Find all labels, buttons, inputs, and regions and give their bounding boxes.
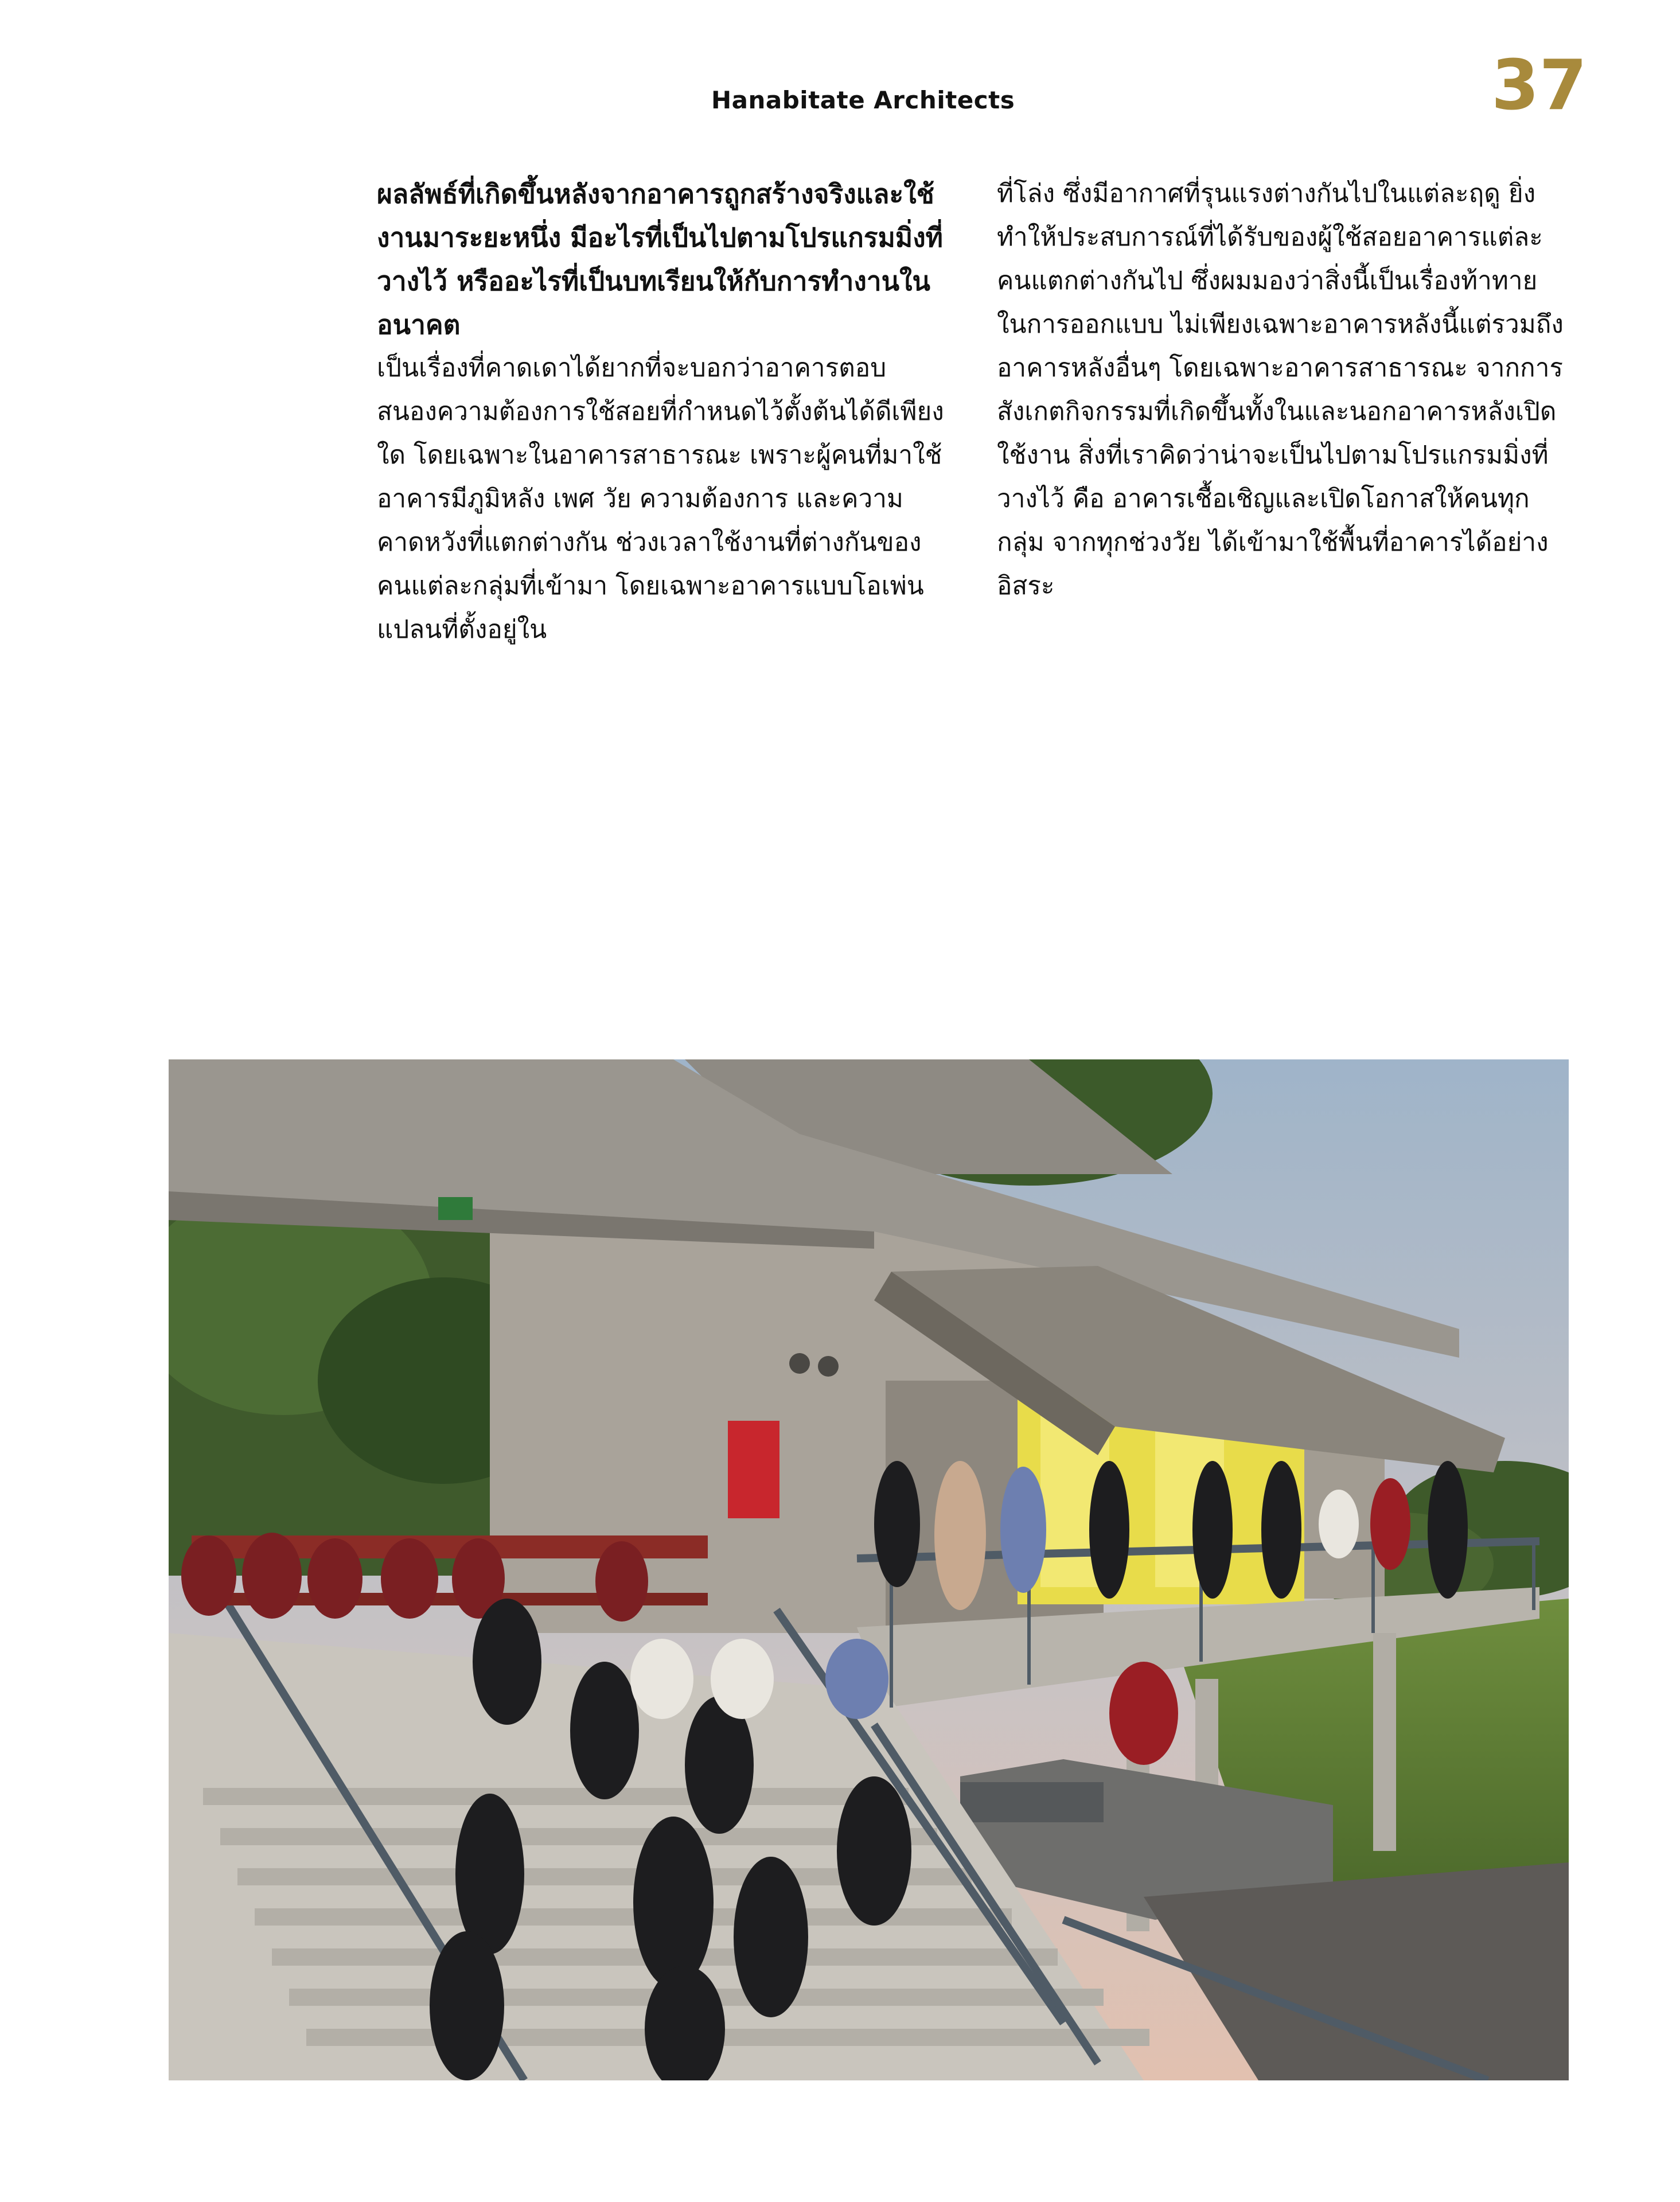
running-header: Hanabitate Architects [711,86,1015,114]
paragraph-left: เป็นเรื่องที่คาดเดาได้ยากที่จะบอกว่าอาคารตอบสนองความต้องการใช้สอยที่กำหนดไว้ตั้งต้นได้ดีเพียงใด โดยเฉพาะในอาคารสาธารณะ เพราะผู้คนที่มาใช้อาคารมีภูมิหลัง เพศ วัย ความต้องการ และความคาดหวังที่แตกต่างกัน ช่วงเวลาใช้งานที่ต่างกันของคนแต่ละกลุ่มที่เข้ามา โดยเฉพาะอาคารแบบโอเพ่นแปลนที่ตั้งอยู่ใน [377,353,944,644]
building-photo [169,1059,1569,2080]
text-column-right [997,172,1565,608]
text-column-left [377,172,945,652]
paragraph-right: ที่โล่ง ซึ่งมีอากาศที่รุนแรงต่างกันไปในแต่ละฤดู ยิ่งทำให้ประสบการณ์ที่ได้รับของผู้ใช้สอยอาคารแต่ละคนแตกต่างกันไป ซึ่งผมมองว่าสิ่งนี้เป็นเรื่องท้าทายในการออกแบบ ไม่เพียงเฉพาะอาคารหลังนี้แต่รวมถึงอาคารหลังอื่นๆ โดยเฉพาะอาคารสาธารณะ จากการสังเกตกิจกรรมที่เกิดขึ้นทั้งในและนอกอาคารหลังเปิดใช้งาน สิ่งที่เราคิดว่าน่าจะเป็นไปตามโปรแกรมมิ่งที่วางไว้ คือ อาคารเชื้อเชิญและเปิดโอกาสให้คนทุกกลุ่ม จากทุกช่วงวัย ได้เข้ามาใช้พื้นที่อาคารได้อย่างอิสระ [997,179,1564,601]
page-number: 37 [1491,46,1587,126]
section-heading: ผลลัพธ์ที่เกิดขึ้นหลังจากอาคารถูกสร้างจริงและใช้งานมาระยะหนึ่ง มีอะไรที่เป็นไปตามโปรแกรมมิ่งที่วางไว้ หรืออะไรที่เป็นบทเรียนให้กับการทำงานในอนาคต [377,178,944,340]
